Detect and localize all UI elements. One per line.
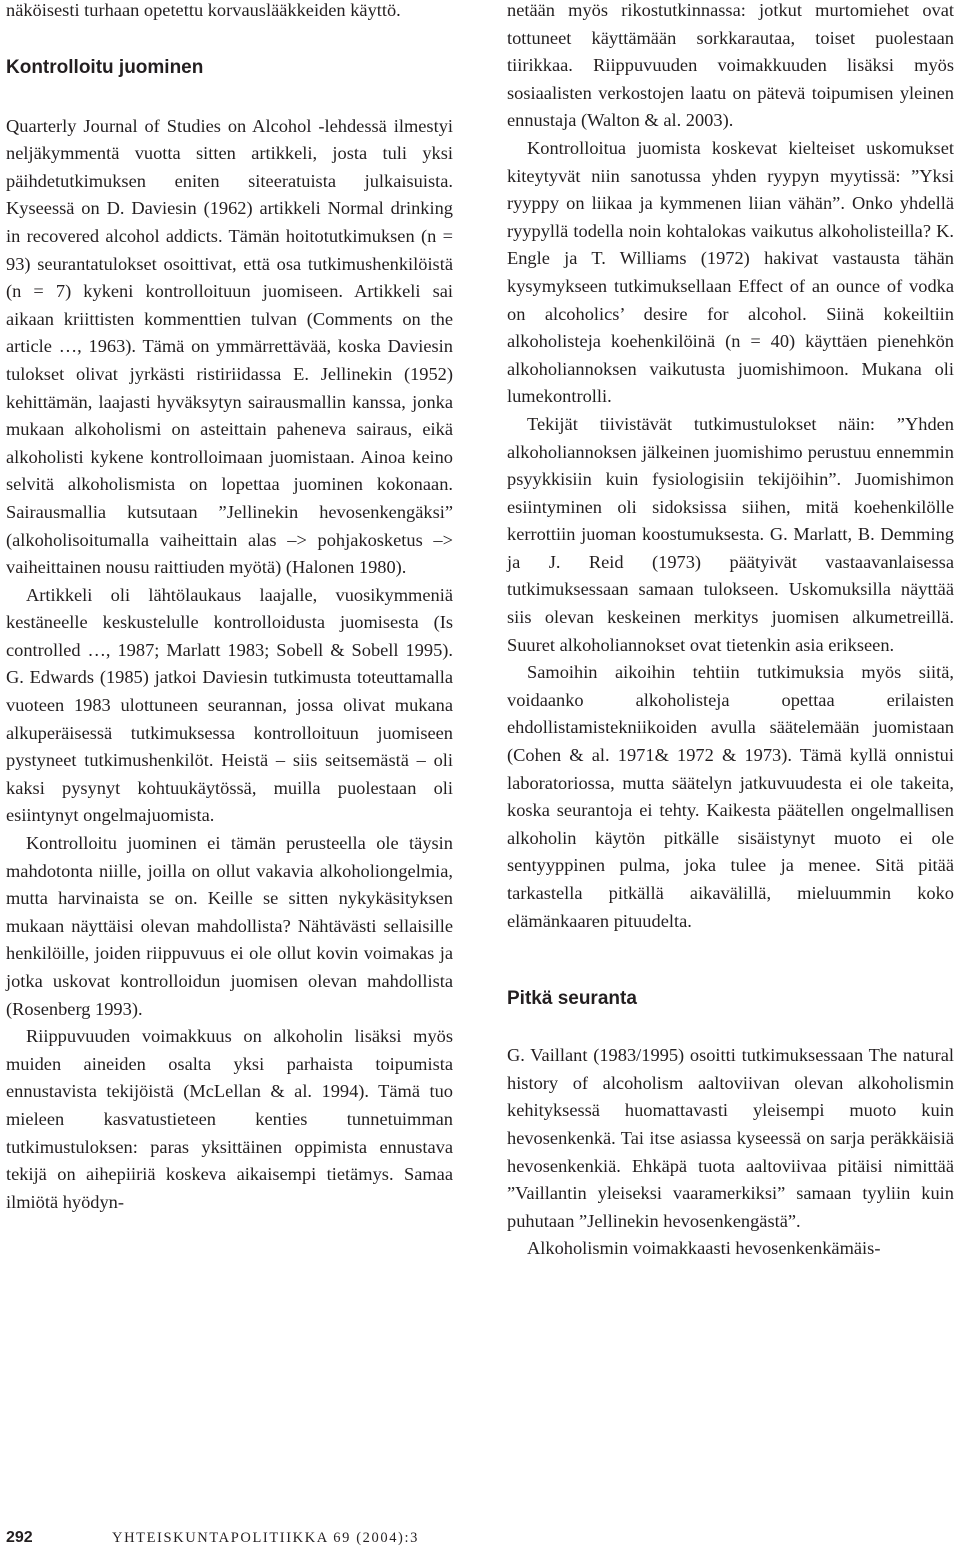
heading-kontrolloitu-juominen: Kontrolloitu juominen [6,56,204,78]
right-column [507,0,954,1263]
page-number: 292 [6,1529,33,1546]
left-paragraph-4: Riippuvuuden voimakkuus on alkoholin lisäksi myös muiden aineiden osalta yksi parhaista toipumista ennustavista tekijöistä (McLellan & al. 1994). Tämä tuo mieleen kasvatustieteen kenties tunnetuimman tutkimustuloksen: paras yksittäinen oppimista ennustava tekijä on aihepiiriä koskeva aikaisempi tietämys. Samaa ilmiötä hyödyn- [6,1026,453,1212]
left-column [6,0,453,1216]
right-paragraph-6: Alkoholismin voimakkaasti hevosenkenkämäis- [527,1238,881,1259]
right-paragraph-4: Samoihin aikoihin tehtiin tutkimuksia myös siitä, voidaanko alkoholisteja opettaa erilaisten ehdollistamistekniikoiden avulla säätelemään juomistaan (Cohen & al. 1971& 1972 & 1973). Tämä kyllä onnistui laboratoriossa, mutta säätelyn jatkuvuudesta ei ole takeita, koska seurantoja ei tehty. Kaikesta päätellen ongelmallisen alkoholin käytön pitkälle sisäistynyt muoto ei ole sentyyppinen pulma, joka tulee ja menee. Sitä pitää tarkastella pitkällä aikavälillä, mieluummin koko elämänkaaren pituudelta. [507,662,954,931]
left-paragraph-3: Kontrolloitu juominen ei tämän perusteella ole täysin mahdotonta niille, joilla on ollut vakavia alkoholiongelmia, mutta harvinaista se on. Keille se sitten nykykäsityksen mukaan näyttäisi olevan mahdollista? Nähtävästi sellaisille henkilöille, joiden riippuvuus ei ole ollut kovin voimakas ja jotka uskovat kontrolloidun juomisen olevan mahdollista (Rosenberg 1993). [6,833,453,1019]
journal-name: YHTEISKUNTAPOLITIIKKA 69 (2004):3 [112,1530,419,1546]
right-paragraph-2: Kontrolloitua juomista koskevat kielteiset uskomukset kiteytyvät niin sanotussa yhden ryypyn myytissä: ”Yksi ryyppy on liikaa ja kymmenen liian vähän”. Onko yhdellä ryypyllä todella noin kohtalokas vaikutus alkoholisteilla? K. Engle ja T. Williams (1972) hakivat vastausta tähän kysymykseen tutkimuksellaan Effect of an ounce of vodka on alcoholics’ desire for alcohol. Siinä kokeiltiin alkoholisteja koehenkilöinä (n = 40) käyttäen pienehkön alkoholiannoksen vaikutusta juomishimoon. Mukana oli lumekontrolli. [507,137,954,407]
right-paragraph-5: G. Vaillant (1983/1995) osoitti tutkimuksessaan The natural history of alcoholism aaltoviivan olevan alkoholismin kehityksessä huomattavasti yleisempi muoto kuin hevosenkenkä. Tai itse asiassa kyseessä on sarja peräkkäisiä hevosenkenkiä. Ehkäpä tuota aaltoviivaa pitäisi nimittää ”Vaillantin yleiseksi vaaramerkiksi” samaan tyyliin kuin puhutaan ”Jellinekin hevosenkengästä”. [507,1045,954,1231]
left-paragraph-2: Artikkeli oli lähtölaukaus laajalle, vuosikymmeniä kestäneelle keskustelulle kontrolloidusta juomisesta (Is controlled …, 1987; Marlatt 1983; Sobell & Sobell 1995). G. Edwards (1985) jatkoi Daviesin tutkimusta toteuttamalla vuoteen 1983 ulottuneen seurannan, jossa olivat mukana alkuperäisessä tutkimuksessa kontrolloituun juomiseen pystyneet tutkimushenkilöt. Heistä – siis seitsemästä – oli kaksi pysynyt kohtuukäytössä, muilla puolestaan oli esiintynyt ongelmajuomista. [6,584,453,826]
page-footer [6,1529,419,1553]
left-paragraph-1: Quarterly Journal of Studies on Alcohol -lehdessä ilmestyi neljäkymmentä vuotta sitten artikkeli, josta tuli yksi päihdetutkimuksen eniten siteeratuista julkaisuista. Kyseessä on D. Daviesin (1962) artikkeli Normal drinking in recovered alcohol addicts. Tämän hoitotutkimuksen (n = 93) seurantatulokset osoittivat, että osa tutkimushenkilöistä (n = 7) kykeni kontrolloituun juomiseen. Artikkeli sai aikaan kriittisten kommenttien tulvan (Comments on the article …, 1963). Tämä on ymmärrettävää, koska Daviesin tulokset olivat jyrkästi ristiriidassa E. Jellinekin (1952) kehittämän, laajasti hyväksytyn sairausmallin kanssa, jonka mukaan alkoholismi on asteittain paheneva sairaus, eikä alkoholisti kykene kontrolloimaan juomistaan. Ainoa keino selvitä alkoholismista on lopettaa juominen kokonaan. Sairausmallia kutsutaan ”Jellinekin hevosenkengäksi” (alkoholisoitumalla vaiheittain alas –> pohjakosketus –> vaiheittainen nousu raittiuden myötä) (Halonen 1980). [6,115,453,578]
left-lead-paragraph: näköisesti turhaan opetettu korvauslääkkeiden käyttö. [6,0,401,20]
heading-pitka-seuranta: Pitkä seuranta [507,988,637,1010]
right-paragraph-3: Tekijät tiivistävät tutkimustulokset näin: ”Yhden alkoholiannoksen jälkeinen juomishimo perustuu ennemmin psyykkisiin kuin fysiologisiin tekijöihin”. Juomishimon esiintyminen oli sidoksissa siihen, mitä koehenkilölle kerrottiin juoman koostumuksesta. G. Marlatt, B. Demming ja J. Reid (1973) päätyivät vastaavanlaisessa tutkimuksessaan samaan tulokseen. Uskomuksilla näyttää siis olevan keskeinen merkitys juomisen alkumetreillä. Suuret alkoholiannokset ovat tietenkin asia erikseen. [507,413,954,655]
right-paragraph-1: netään myös rikostutkinnassa: jotkut murtomiehet ovat tottuneet käyttämään sorkkarautaa, toiset puolestaan tiirikkaa. Riippuvuuden voimakkuuden lisäksi myös sosiaalisten verkostojen laatu on pätevä toipumisen yleinen ennustaja (Walton & al. 2003). [507,0,954,131]
